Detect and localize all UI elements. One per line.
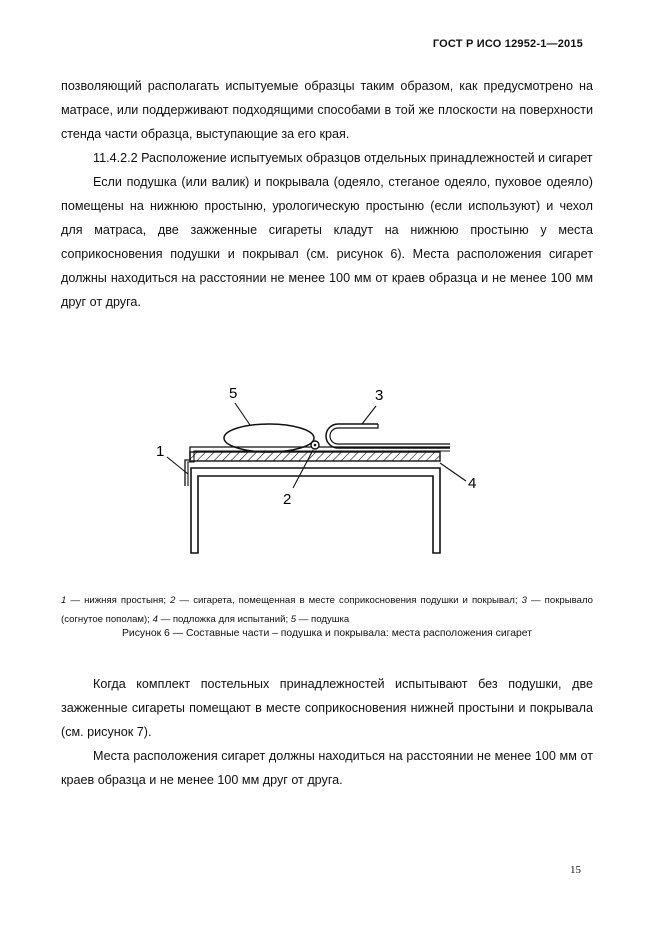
figure-6-diagram [150, 380, 490, 570]
legend-num: 5 [290, 614, 297, 625]
test-substrate [190, 452, 440, 461]
page-number: 15 [570, 864, 581, 876]
legend-num: 1 [61, 595, 67, 606]
label-3: 3 [375, 387, 384, 404]
legend-text: — подложка для испытаний; [157, 614, 291, 625]
legend-text: — подушка [296, 614, 350, 625]
legend-text: — нижняя простыня; [66, 595, 171, 606]
blanket [330, 424, 450, 444]
figure-legend [61, 591, 593, 629]
legend-num: 4 [152, 614, 158, 625]
paragraph: Места расположения сигарет должны находиться на расстоянии не менее 100 мм от краев образца и не менее 100 мм друг от друга. [61, 749, 593, 787]
section-heading: 11.4.2.2 Расположение испытуемых образцов отдельных принадлежностей и сигарет [93, 151, 593, 165]
paragraph: Если подушка (или валик) и покрывала (одеяло, стеганое одеяло, пуховое одеяло) помещены на нижнюю простыню, урологическую простыню (если используют) и чехол для матраса, две зажженные сигареты кладут на нижнюю простыню у места соприкосновения подушки и покрывал (см. рисунок 6). Места расположения сигарет должны находиться на расстоянии не менее 100 мм от краев образца и не менее 100 мм друг от друга. [61, 175, 593, 309]
paragraph: позволяющий располагать испытуемые образцы таким образом, как предусмотрено на матрасе, или поддерживают подходящими способами в той же плоскости на поверхности стенда части образца, выступающие за его края. [61, 79, 593, 141]
figure-caption: Рисунок 6 — Составные части – подушка и покрывала: места расположения сигарет [121, 628, 532, 639]
body-text-bottom [61, 672, 593, 792]
cigarette [314, 444, 317, 447]
document-header: ГОСТ Р ИСО 12952-1—2015 [432, 38, 583, 50]
label-1: 1 [156, 443, 165, 460]
label-2: 2 [283, 491, 292, 508]
test-stand-frame [191, 468, 440, 553]
legend-num: 2 [170, 595, 176, 606]
leader-line [440, 463, 466, 481]
legend-num: 3 [521, 595, 527, 606]
legend-text: — покрывало (согнутое пополам); [61, 595, 593, 625]
legend-text: — сигарета, помещенная в месте соприкосновения подушки и покрывал; [175, 595, 522, 606]
pillow [224, 424, 314, 452]
body-text-top [61, 74, 593, 314]
leader-line [235, 403, 250, 425]
label-4: 4 [468, 475, 477, 492]
leader-line [362, 406, 376, 424]
label-5: 5 [229, 385, 238, 402]
paragraph: Когда комплект постельных принадлежностей испытывают без подушки, две зажженные сигареты помещают в месте соприкосновения нижней простыни и покрывала (см. рисунок 7). [61, 677, 593, 739]
